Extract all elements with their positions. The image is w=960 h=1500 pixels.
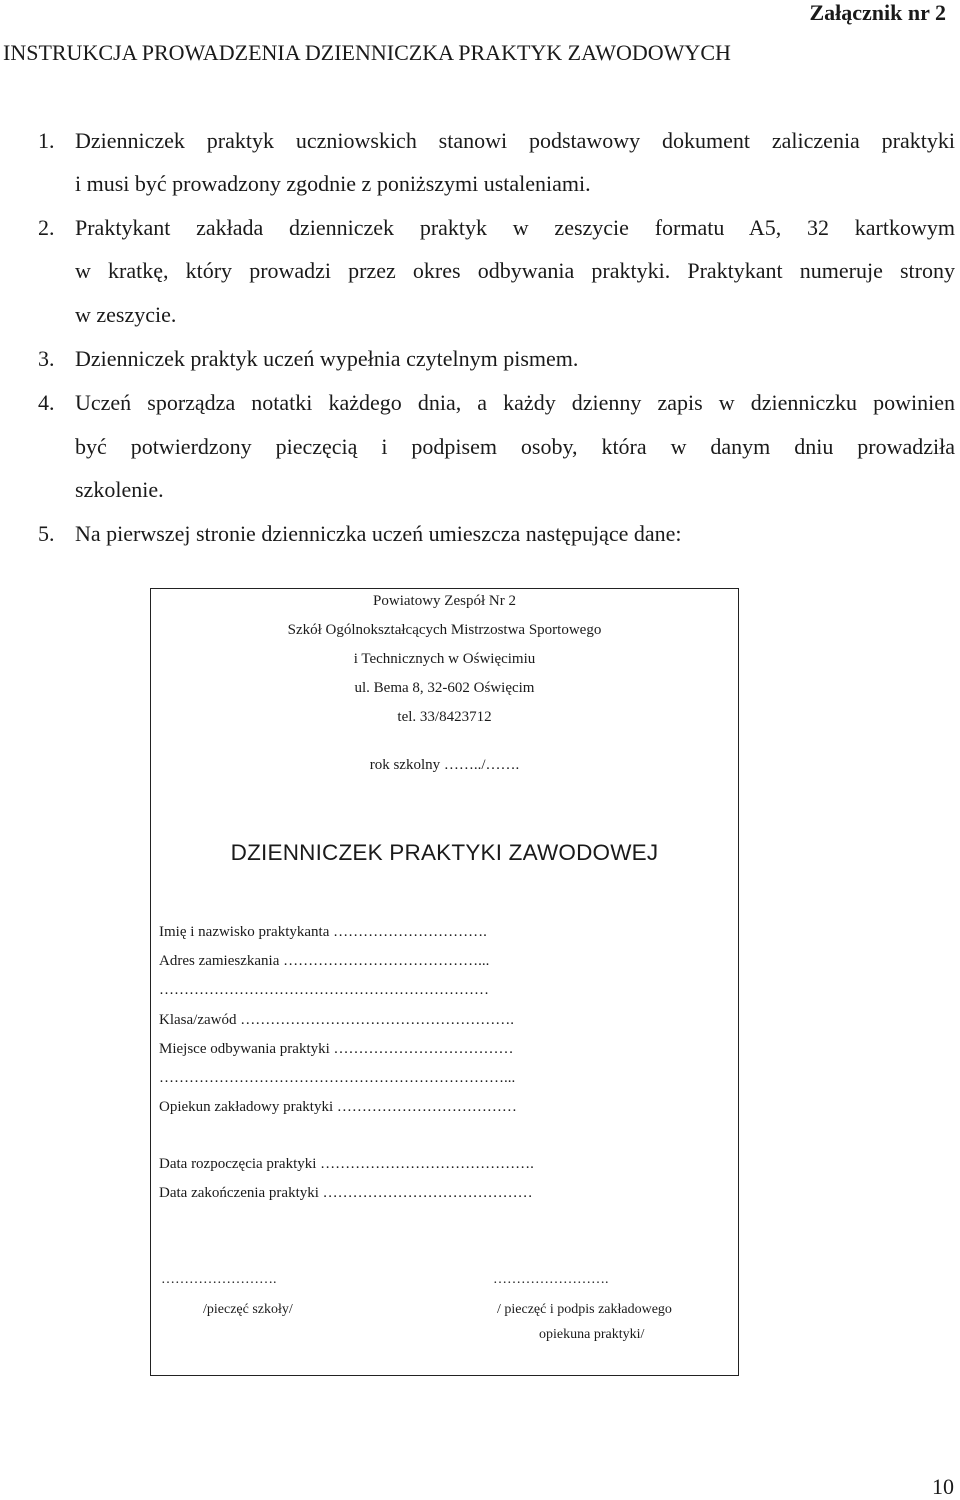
- document-title: INSTRUKCJA PROWADZENIA DZIENNICZKA PRAKTYK ZAWODOWYCH: [3, 40, 731, 65]
- school-name-line-3: i Technicznych w Oświęcimiu: [353, 651, 536, 667]
- item-3-number: 3.: [38, 346, 55, 371]
- item-2-line-1: Praktykant zakłada dzienniczek praktyk w zeszycie formatu A5, 32 kartkowym: [75, 215, 955, 240]
- field-end-date: Data zakończenia praktyki ……………………………………: [159, 1185, 533, 1201]
- item-4-number: 4.: [38, 390, 55, 415]
- school-address: ul. Bema 8, 32-602 Oświęcim: [354, 680, 535, 696]
- page-number: 10: [932, 1474, 954, 1499]
- school-stamp-dots: …………………….: [161, 1272, 277, 1287]
- school-name-line-1: Powiatowy Zespół Nr 2: [373, 593, 516, 609]
- field-practice-place: Miejsce odbywania praktyki ………………………………: [159, 1041, 514, 1057]
- school-year-field: rok szkolny ……../…….: [369, 757, 520, 773]
- annex-label: Załącznik nr 2: [809, 0, 946, 25]
- item-5-number: 5.: [38, 521, 55, 546]
- supervisor-signature-dots: …………………….: [493, 1272, 609, 1287]
- title-page-form: [150, 588, 739, 1376]
- item-2-line-3: w zeszycie.: [75, 302, 177, 327]
- supervisor-signature-label-1: / pieczęć i podpis zakładowego: [497, 1302, 672, 1317]
- item-2-number: 2.: [38, 215, 55, 240]
- field-address-continued: …………………………………………………………: [159, 982, 489, 998]
- item-2-line-2: w kratkę, który prowadzi przez okres odbywania praktyki. Praktykant numeruje strony: [75, 258, 955, 283]
- item-4-line-3: szkolenie.: [75, 477, 164, 502]
- field-address: Adres zamieszkania …………………………………...: [159, 953, 490, 969]
- item-1-line-2: i musi być prowadzony zgodnie z poniższymi ustaleniami.: [75, 171, 591, 196]
- school-name-line-2: Szkół Ogólnokształcących Mistrzostwa Sportowego: [287, 622, 602, 638]
- item-4-line-1: Uczeń sporządza notatki każdego dnia, a każdy dzienny zapis w dzienniczku powinien: [75, 390, 955, 415]
- school-phone: tel. 33/8423712: [397, 709, 492, 725]
- item-1-number: 1.: [38, 128, 55, 153]
- item-5-line-1: Na pierwszej stronie dzienniczka uczeń umieszcza następujące dane:: [75, 521, 682, 546]
- supervisor-signature-label-2: opiekuna praktyki/: [539, 1327, 645, 1342]
- field-company-supervisor: Opiekun zakładowy praktyki ………………………………: [159, 1099, 517, 1115]
- item-3-line-1: Dzienniczek praktyk uczeń wypełnia czytelnym pismem.: [75, 346, 579, 371]
- field-start-date: Data rozpoczęcia praktyki …………………………………….: [159, 1156, 534, 1172]
- field-class-profession: Klasa/zawód ……………………………………………….: [159, 1012, 514, 1028]
- item-1-line-1: Dzienniczek praktyk uczniowskich stanowi podstawowy dokument zaliczenia praktyki: [75, 128, 955, 153]
- field-student-name: Imię i nazwisko praktykanta ………………………….: [159, 924, 487, 940]
- school-stamp-label: /pieczęć szkoły/: [203, 1302, 293, 1317]
- field-practice-place-continued: ……………………………………………………………...: [159, 1070, 516, 1086]
- diary-title: DZIENNICZEK PRAKTYKI ZAWODOWEJ: [230, 840, 659, 865]
- item-4-line-2: być potwierdzony pieczęcią i podpisem osoby, która w danym dniu prowadziła: [75, 434, 955, 459]
